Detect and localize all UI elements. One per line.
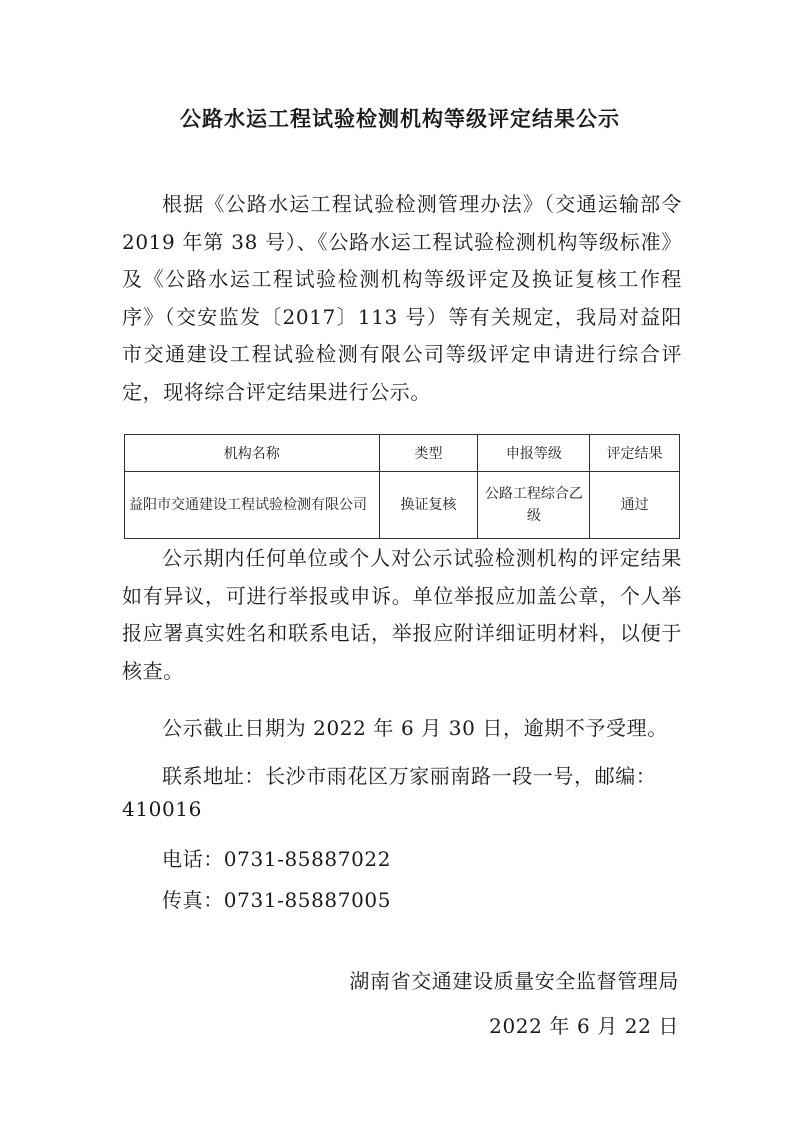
deadline-text: 公示截止日期为 2022 年 6 月 30 日，逾期不予受理。 <box>162 716 668 740</box>
table-row <box>125 472 680 539</box>
postcode-text: 410016 <box>122 797 202 821</box>
header-type: 类型 <box>379 435 478 472</box>
cell-result: 通过 <box>590 472 680 539</box>
table-header-row <box>125 435 680 472</box>
page-title: 公路水运工程试验检测机构等级评定结果公示 <box>180 106 620 131</box>
cell-level: 公路工程综合乙级 <box>478 472 590 539</box>
signature-org: 湖南省交通建设质量安全监督管理局 <box>349 969 679 993</box>
header-result: 评定结果 <box>590 435 680 472</box>
cell-name: 益阳市交通建设工程试验检测有限公司 <box>125 472 380 539</box>
phone-text: 电话：0731-85887022 <box>162 847 392 871</box>
signature-date: 2022 年 6 月 22 日 <box>489 1014 679 1038</box>
header-name: 机构名称 <box>125 435 380 472</box>
notice-paragraph: 公示期内任何单位或个人对公示试验检测机构的评定结果如有异议，可进行举报或申诉。单位举报应加盖公章，个人举报应署真实姓名和联系电话，举报应附详细证明材料，以便于核查。 <box>122 546 682 683</box>
intro-paragraph: 根据《公路水运工程试验检测管理办法》（交通运输部令 2019 年第 38 号）、《公路水运工程试验检测机构等级标准》及《公路水运工程试验检测机构等级评定及换证复核工作程序》（交安监发〔2017〕113 号）等有关规定，我局对益阳市交通建设工程试验检测有限公司等级评定申请进行综合评定，现将综合评定结果进行公示。 <box>122 192 682 404</box>
fax-text: 传真：0731-85887005 <box>162 888 392 912</box>
address-text: 联系地址：长沙市雨花区万家丽南路一段一号，邮编： <box>162 764 657 788</box>
cell-type: 换证复核 <box>379 472 478 539</box>
result-table <box>124 434 680 539</box>
header-level: 申报等级 <box>478 435 590 472</box>
